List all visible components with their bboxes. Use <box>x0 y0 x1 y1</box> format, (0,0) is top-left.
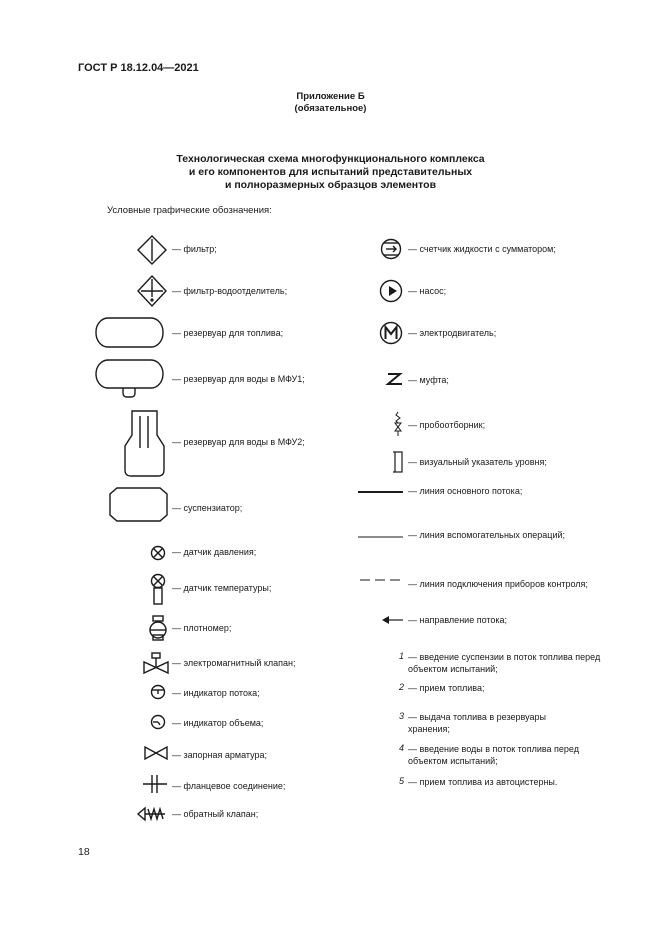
label-main-flow-line: — линия основного потока; <box>408 486 523 496</box>
label-check-valve: — обратный клапан; <box>172 809 259 819</box>
title-line-1: Технологическая схема многофункционального комплекса <box>176 153 485 165</box>
page-number: 18 <box>78 846 90 858</box>
label-level-indicator: — визуальный указатель уровня; <box>408 457 547 467</box>
label-pump: — насос; <box>408 286 447 296</box>
label-auxiliary-line: — линия вспомогательных операций; <box>408 530 566 540</box>
label-electric-motor: — электродвигатель; <box>408 328 497 338</box>
level-indicator-icon <box>392 450 404 474</box>
fuel-tank-icon <box>95 317 165 349</box>
label-coupling: — муфта; <box>408 375 449 385</box>
auxiliary-line-icon <box>358 535 404 539</box>
note-number: 2 <box>398 682 404 692</box>
note-text: — введение суспензии в поток топлива перед объектом испытаний; <box>408 652 601 674</box>
label-flow-direction: — направление потока; <box>408 615 508 625</box>
temperature-sensor-icon <box>150 573 166 605</box>
label-flange-connection: — фланцевое соединение; <box>172 781 286 791</box>
electric-motor-icon <box>379 321 403 345</box>
pressure-sensor-icon <box>150 545 166 561</box>
sampler-icon <box>393 411 403 437</box>
volume-indicator-icon <box>150 714 166 730</box>
label-fuel-tank: — резервуар для топлива; <box>172 328 284 338</box>
instrument-line-icon <box>360 578 406 582</box>
shutoff-valve-icon <box>144 746 168 760</box>
label-densimeter: — плотномер; <box>172 623 232 633</box>
label-pressure-sensor: — датчик давления; <box>172 547 257 557</box>
flow-indicator-icon <box>150 684 166 700</box>
filter-icon <box>137 235 167 265</box>
note-number: 3 <box>398 711 404 721</box>
title-line-3: и полноразмерных образцов элементов <box>224 179 437 191</box>
label-water-tank-mfu1: — резервуар для воды в МФУ1; <box>172 374 305 384</box>
flange-connection-icon <box>142 774 168 794</box>
standard-header: ГОСТ Р 18.12.04—2021 <box>78 62 199 74</box>
densimeter-icon <box>147 615 169 641</box>
water-tank-mfu2-icon <box>124 410 166 478</box>
note-text: — выдача топлива в резервуары хранения; <box>408 712 546 734</box>
label-suspensator: — суспензиатор; <box>172 503 243 513</box>
label-filter: — фильтр; <box>172 244 217 254</box>
liquid-meter-icon <box>380 238 402 260</box>
filter-water-separator-icon <box>137 275 167 307</box>
label-volume-indicator: — индикатор объема; <box>172 718 264 728</box>
legend-intro: Условные графические обозначения: <box>107 205 272 216</box>
solenoid-valve-icon <box>143 652 169 674</box>
label-flow-indicator: — индикатор потока; <box>172 688 260 698</box>
flow-direction-icon <box>382 615 404 625</box>
coupling-icon <box>387 372 403 386</box>
label-instrument-line: — линия подключения приборов контроля; <box>408 579 588 589</box>
check-valve-icon <box>137 805 167 823</box>
label-temperature-sensor: — датчик температуры; <box>172 583 272 593</box>
note-number: 4 <box>398 743 404 753</box>
label-water-tank-mfu2: — резервуар для воды в МФУ2; <box>172 437 305 447</box>
label-filter-water-separator: — фильтр-водоотделитель; <box>172 286 288 296</box>
label-liquid-meter: — счетчик жидкости с сумматором; <box>408 244 556 254</box>
main-flow-line-icon <box>358 489 404 495</box>
appendix-name: Приложение Б <box>296 91 365 102</box>
water-tank-mfu1-icon <box>95 359 165 399</box>
note-text: — прием топлива; <box>408 683 485 693</box>
label-solenoid-valve: — электромагнитный клапан; <box>172 658 296 668</box>
suspensator-icon <box>109 487 169 523</box>
label-sampler: — пробоотборник; <box>408 420 486 430</box>
title-line-2: и его компонентов для испытаний представительных <box>188 166 473 178</box>
note-number: 1 <box>398 651 404 661</box>
note-text: — прием топлива из автоцистерны. <box>408 777 558 787</box>
note-text: — введение воды в поток топлива перед объектом испытаний; <box>408 744 579 766</box>
pump-icon <box>379 279 403 303</box>
note-number: 5 <box>398 776 404 786</box>
appendix-status: (обязательное) <box>294 103 367 114</box>
label-shutoff-valve: — запорная арматура; <box>172 750 268 760</box>
